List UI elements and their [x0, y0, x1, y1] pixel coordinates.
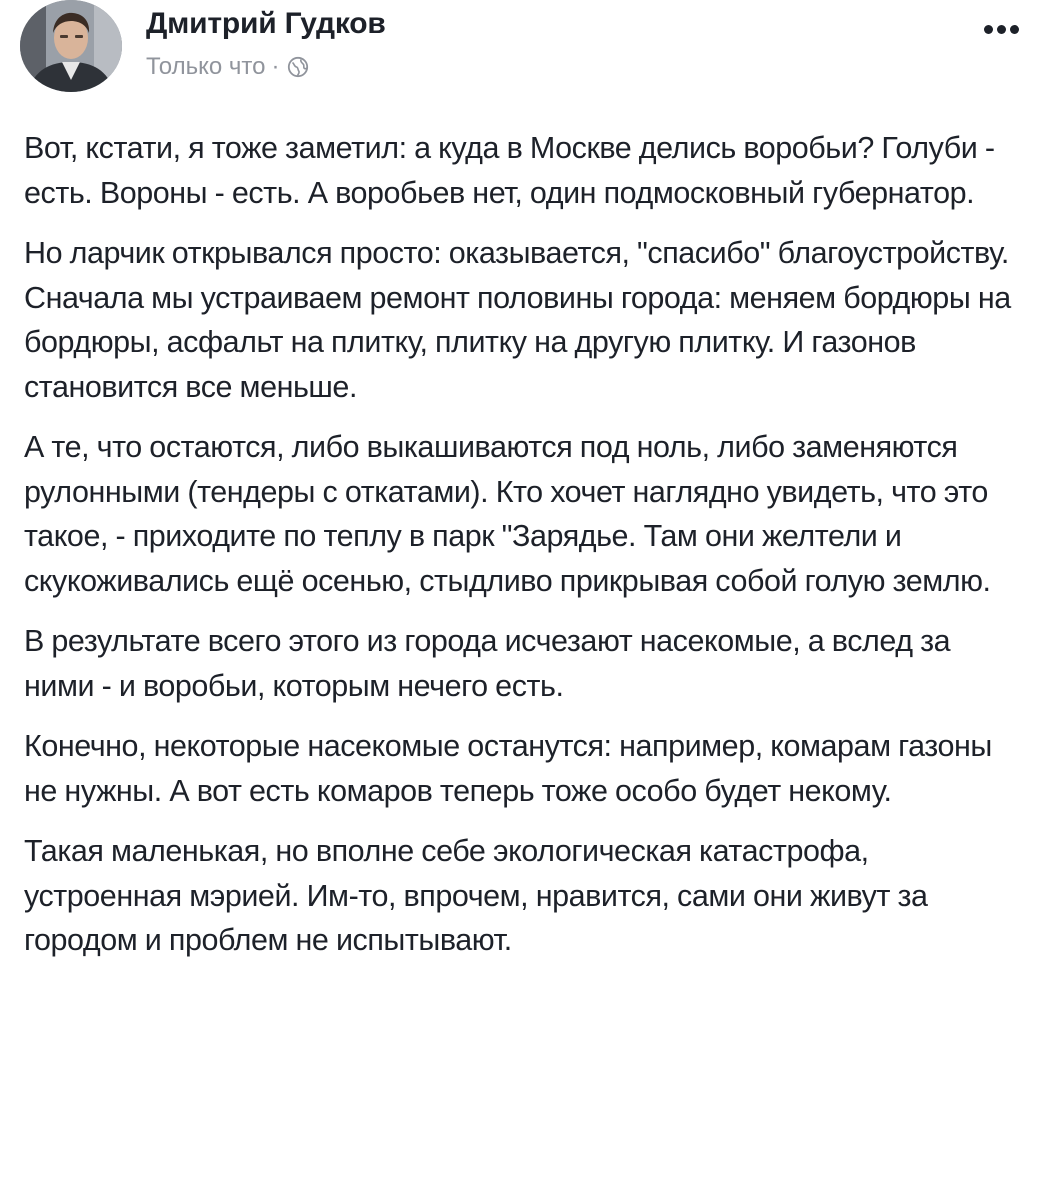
post-paragraph: А те, что остаются, либо выкашиваются под ноль, либо заменяются рулонными (тендеры с откатами). Кто хочет наглядно увидеть, что это такое, - приходите по теплу в парк "Зарядье. Там они желтели и скукоживались ещё осенью, стыдливо прикрывая собой голую землю. — [24, 430, 991, 598]
author-name[interactable]: Дмитрий Гудков — [146, 7, 386, 40]
avatar-photo-icon — [20, 0, 122, 92]
author-avatar[interactable] — [20, 0, 122, 92]
globe-icon[interactable] — [287, 56, 309, 78]
post-paragraph: Конечно, некоторые насекомые останутся: например, комарам газоны не нужны. А вот есть комаров теперь тоже особо будет некому. — [24, 729, 992, 808]
post-content — [24, 126, 1024, 979]
post-paragraph: Но ларчик открывался просто: оказывается, "спасибо" благоустройству. Сначала мы устраиваем ремонт половины города: меняем бордюры на бордюры, асфальт на плитку, плитку на другую плитку. И газонов становится все меньше. — [24, 236, 1011, 404]
more-horizontal-icon — [1010, 25, 1019, 34]
post-paragraph: Такая маленькая, но вполне себе экологическая катастрофа, устроенная мэрией. Им-то, впрочем, нравится, сами они живут за городом и проблем не испытывают. — [24, 834, 928, 957]
post-timestamp[interactable]: Только что — [146, 53, 266, 80]
more-horizontal-icon — [984, 25, 993, 34]
meta-separator: · — [271, 53, 280, 80]
post-paragraph: Вот, кстати, я тоже заметил: а куда в Москве делись воробьи? Голуби - есть. Вороны - есть. А воробьев нет, один подмосковный губернатор. — [24, 131, 995, 210]
more-options-button[interactable] — [979, 14, 1023, 44]
more-horizontal-icon — [997, 25, 1006, 34]
post-meta — [146, 52, 309, 82]
post-paragraph: В результате всего этого из города исчезают насекомые, а вслед за ними - и воробьи, которым нечего есть. — [24, 624, 951, 703]
post-header — [0, 0, 1041, 110]
